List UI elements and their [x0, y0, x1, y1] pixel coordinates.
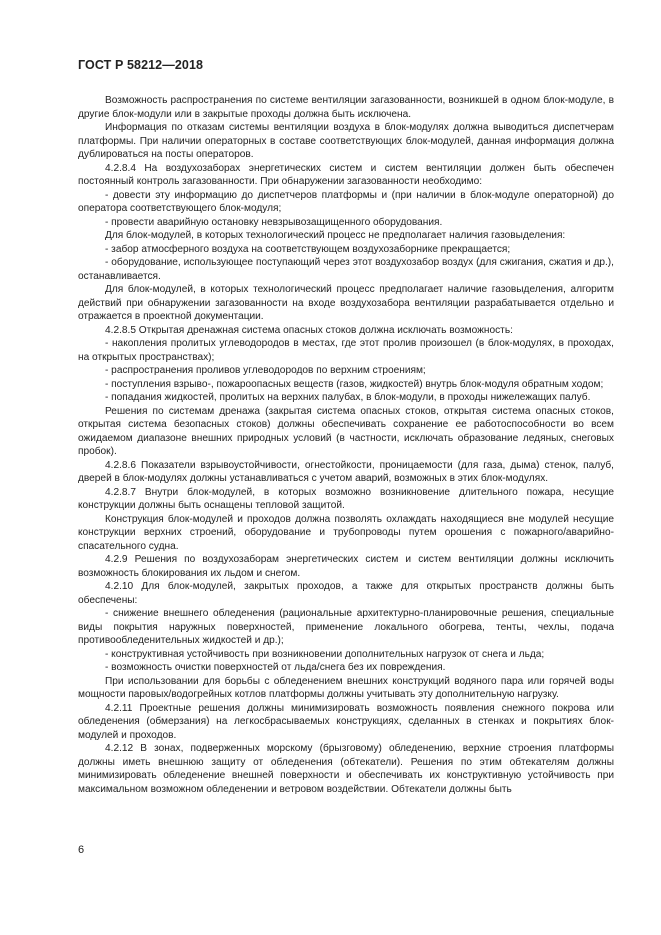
list-item: - провести аварийную остановку невзрывозащищенного оборудования. [105, 216, 443, 228]
list-item: - снижение внешнего обледенения (рациональные архитектурно-планировочные решения, специальные виды покрытия наружных поверхностей, применение локального обогрева, тенты, чехлы, подача противообледенительных жидкостей и др.); [78, 608, 614, 646]
list-item: - оборудование, использующее поступающий через этот воздухозабор воздух (для сжигания, сжатия и др.), останавливается. [78, 257, 614, 282]
list-item: - конструктивная устойчивость при возникновении дополнительных нагрузок от снега и льда; [105, 648, 545, 660]
paragraph: Возможность распространения по системе вентиляции загазованности, возникшей в одном блок-модуле, в другие блок-модули или в закрытые проходы должна быть исключена. [78, 95, 614, 120]
paragraph: 4.2.8.5 Открытая дренажная система опасных стоков должна исключать возможность: [105, 324, 513, 336]
list-item: - попадания жидкостей, пролитых на верхних палубах, в блок-модули, в проходы нижележащих палуб. [105, 392, 591, 403]
paragraph: Конструкция блок-модулей и проходов должна позволять охлаждать находящиеся вне модулей несущие конструкции верхних строений, оборудование и трубопроводы путем орошения с пожарного/аварийно-спасательного судна. [78, 513, 614, 552]
paragraph: 4.2.10 Для блок-модулей, закрытых проходов, а также для открытых пространств должны быть обеспечены: [78, 581, 614, 606]
page-number: 6 [78, 844, 85, 856]
paragraph: Для блок-модулей, в которых технологический процесс предполагает наличие газовыделения, алгоритм действий при обнаружении загазованности на входе воздухозабора вентиляции разрабатывается отдельно и отражается в проектной документации. [78, 284, 614, 322]
paragraph: 4.2.8.7 Внутри блок-модулей, в которых возможно возникновение длительного пожара, несущие конструкции должны быть оснащены тепловой защитой. [78, 486, 614, 511]
list-item: - возможность очистки поверхностей от льда/снега без их повреждения. [105, 662, 446, 673]
paragraph: Решения по системам дренажа (закрытая система опасных стоков, открытая система опасных стоков, открытая система безопасных стоков) должны обеспечивать сохранение ее работоспособности во всем ожидаемом диапазоне внешних природных условий (в частности, исключать образование ледяных, снеговых пробок). [78, 405, 614, 457]
document-header: ГОСТ Р 58212—2018 [78, 58, 204, 72]
list-item: - распространения проливов углеводородов по верхним строениям; [105, 365, 426, 376]
paragraph: 4.2.11 Проектные решения должны минимизировать возможность появления снежного покрова или обледенения (обмерзания) на легкосбрасываемых конструкциях, сделанных в стенках и покрытиях блок-модулей и проходов. [78, 702, 614, 741]
paragraph: 4.2.12 В зонах, подверженных морскому (брызговому) обледенению, верхние строения платформы должны иметь внешнюю защиту от обледенения (обтекатели). Решения по этим обтекателям должны минимизировать обледенение внешней поверхности и обеспечивать их конструктивную устойчивость при максимальном возможном обледенении и ветровом воздействии. Обтекатели должны быть [78, 743, 614, 795]
paragraph: Для блок-модулей, в которых технологический процесс не предполагает наличия газовыделения: [105, 230, 566, 241]
list-item: - поступления взрыво-, пожароопасных веществ (газов, жидкостей) внутрь блок-модуля обратным ходом; [105, 378, 604, 390]
document-body [78, 94, 614, 796]
paragraph: 4.2.8.6 Показатели взрывоустойчивости, огнестойкости, проницаемости (для газа, дыма) стенок, палуб, дверей в блок-модулях должны устанавливаться с учетом аварий, возможных в этих блок-модулях. [78, 459, 614, 484]
paragraph: 4.2.8.4 На воздухозаборах энергетических систем и систем вентиляции должен быть обеспечен постоянный контроль загазованности. При обнаружении загазованности необходимо: [78, 162, 614, 187]
list-item: - накопления пролитых углеводородов в местах, где этот пролив произошел (в блок-модулях, в проходах, на открытых пространствах); [78, 338, 614, 363]
paragraph: 4.2.9 Решения по воздухозаборам энергетических систем и систем вентиляции должны исключить возможность блокирования их льдом и снегом. [78, 554, 614, 579]
list-item: - довести эту информацию до диспетчеров платформы и (при наличии в блок-модуле операторной) до оператора соответствующего блок-модуля; [78, 189, 614, 214]
paragraph: При использовании для борьбы с обледенением внешних конструкций водяного пара или горячей воды мощности паровых/водогрейных котлов платформы должны учитывать эту дополнительную нагрузку. [78, 675, 614, 700]
list-item: - забор атмосферного воздуха на соответствующем воздухозаборнике прекращается; [105, 243, 511, 255]
paragraph: Информация по отказам системы вентиляции воздуха в блок-модулях должна выводиться диспетчерам платформы. При наличии операторных в составе соответствующих блок-модулей, данная информация должна дублироваться на посты операторов. [78, 122, 614, 160]
